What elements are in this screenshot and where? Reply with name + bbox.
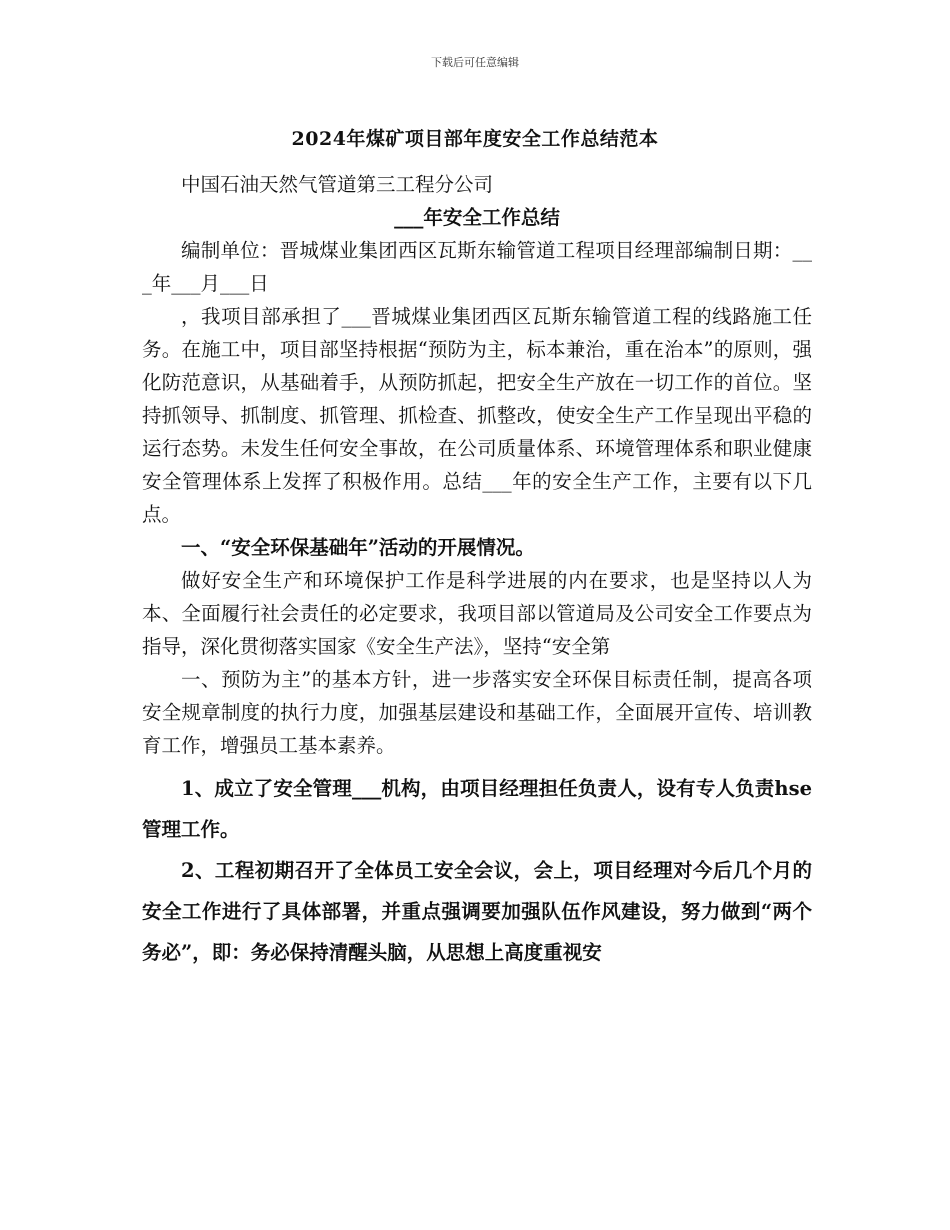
intro-paragraph: ，我项目部承担了___晋城煤业集团西区瓦斯东输管道工程的线路施工任务。在施工中，项目部坚持根据“预防为主，标本兼治，重在治本”的原则，强化防范意识，从基础着手，从预防抓起，把安全生产放在一切工作的首位。坚持抓领导、抓制度、抓管理、抓检查、抓整改，使安全生产工作呈现出平稳的运行态势。未发生任何安全事故，在公司质量体系、环境管理体系和职业健康安全管理体系上发挥了积极作用。总结___年的安全生产工作，主要有以下几点。	[142, 305, 812, 526]
document-body	[142, 168, 812, 973]
header-note: 下载后可任意编辑	[431, 56, 519, 69]
compiler-line: 编制单位：晋城煤业集团西区瓦斯东输管道工程项目经理部编制日期：___年___月___日	[142, 239, 812, 295]
document-title: 2024年煤矿项目部年度安全工作总结范本	[291, 128, 659, 150]
company-line: 中国石油天然气管道第三工程分公司	[181, 173, 494, 196]
subtitle-line: ___年安全工作总结	[394, 206, 560, 229]
paragraph-2: 一、预防为主”的基本方针，进一步落实安全环保目标责任制，提高各项安全规章制度的执行力度，加强基层建设和基础工作，全面展开宣传、培训教育工作，增强员工基本素养。	[142, 668, 812, 757]
paragraph-1: 做好安全生产和环境保护工作是科学进展的内在要求，也是坚持以人为本、全面履行社会责任的必定要求，我项目部以管道局及公司安全工作要点为指导，深化贯彻落实国家《安全生产法》，坚持“安全第	[142, 569, 812, 658]
list-item-1: 1、成立了安全管理___机构，由项目经理担任负责人，设有专人负责hse管理工作。	[142, 777, 812, 841]
section-heading-1: 一、“安全环保基础年”活动的开展情况。	[181, 536, 535, 559]
list-item-2: 2、工程初期召开了全体员工安全会议，会上，项目经理对今后几个月的安全工作进行了具体部署，并重点强调要加强队伍作风建设，努力做到“两个务必”，即：务必保持清醒头脑，从思想上高度重视安	[142, 859, 812, 964]
